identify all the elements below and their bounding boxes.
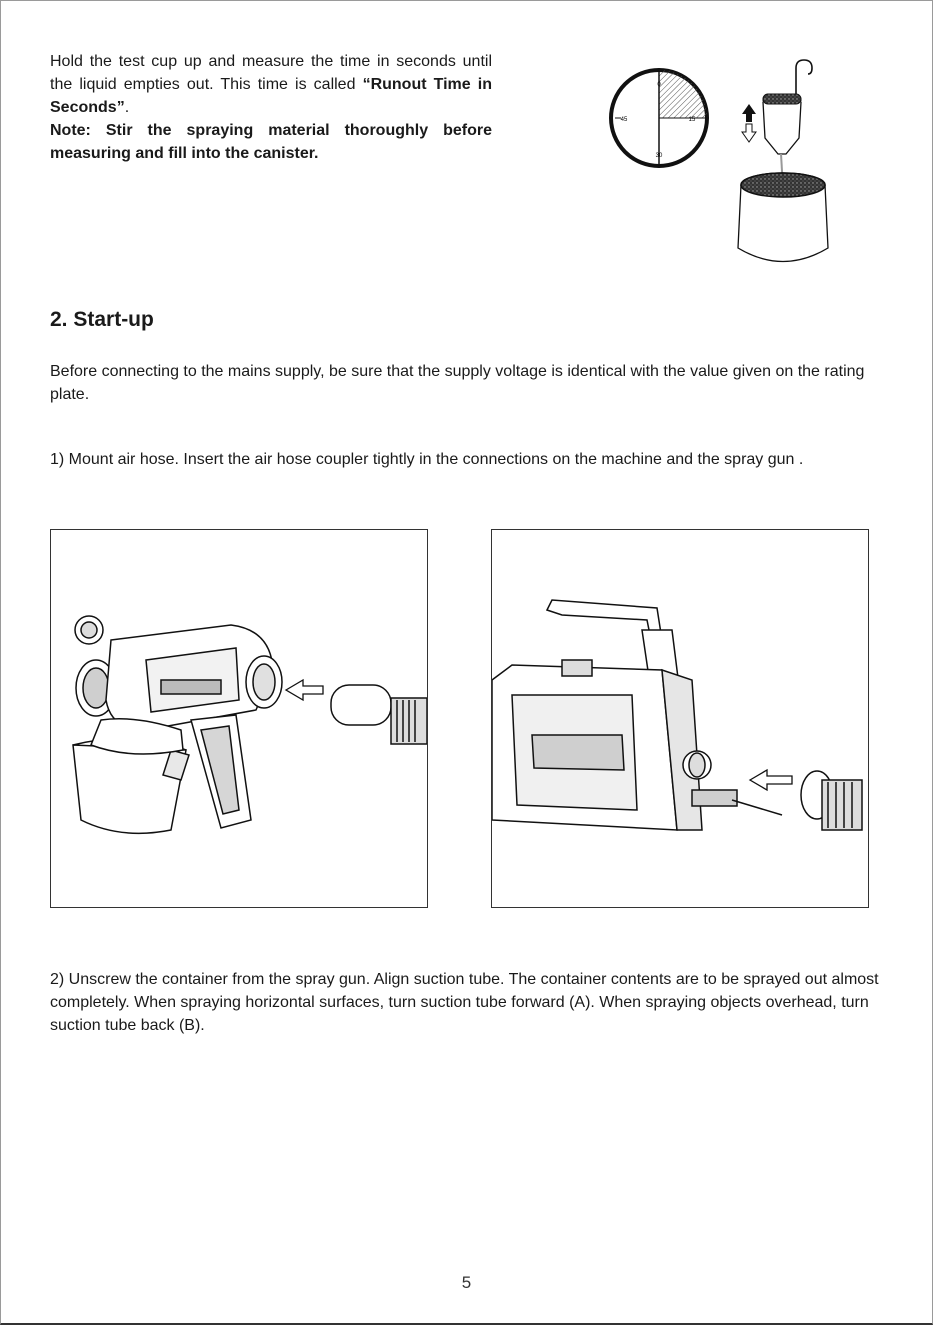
clock-label-30: 30: [655, 153, 663, 159]
runout-illustration: [600, 50, 840, 275]
spray-gun-drawing: [51, 530, 427, 907]
machine-figure: [491, 529, 869, 908]
step-1-text: 1) Mount air hose. Insert the air hose coupler tightly in the connections on the machine and the spray gun .: [50, 451, 804, 468]
insert-arrow-icon: [286, 680, 323, 700]
canister-icon: [738, 173, 828, 262]
intro-text: [50, 50, 492, 165]
insert-arrow-icon: [750, 770, 792, 790]
hose-coupler-icon: [801, 771, 862, 830]
machine-drawing: [492, 530, 868, 907]
stopwatch-icon: [611, 70, 707, 166]
intro-note: Note: Stir the spraying material thoroughly before measuring and fill into the canister.: [50, 122, 492, 162]
page-number: 5: [461, 1273, 472, 1292]
clock-label-15: 15: [688, 117, 696, 123]
section-title: 2. Start-up: [50, 308, 154, 331]
stopwatch-cup-drawing: [600, 50, 840, 275]
clock-label-45: 45: [620, 117, 628, 123]
up-down-arrow-icon: [742, 104, 756, 142]
clock-label-0: 0: [657, 82, 661, 88]
hose-coupler-icon: [331, 685, 427, 744]
voltage-paragraph: Before connecting to the mains supply, be sure that the supply voltage is identical with the value given on the rating plate.: [50, 363, 865, 403]
spray-gun-figure: [50, 529, 428, 908]
test-cup-icon: [763, 60, 812, 188]
intro-line-end: .: [124, 99, 130, 116]
runout-term: “Runout Time in Seconds”: [50, 76, 492, 116]
step-2-text: 2) Unscrew the container from the spray gun. Align suction tube. The container contents are to be sprayed out almost completely. When spraying horizontal surfaces, turn suction tube forward (A). When spraying objects overhead, turn suction tube back (B).: [50, 971, 879, 1034]
intro-line: Hold the test cup up and measure the time in seconds until the liquid empties out. This time is called: [50, 53, 492, 93]
